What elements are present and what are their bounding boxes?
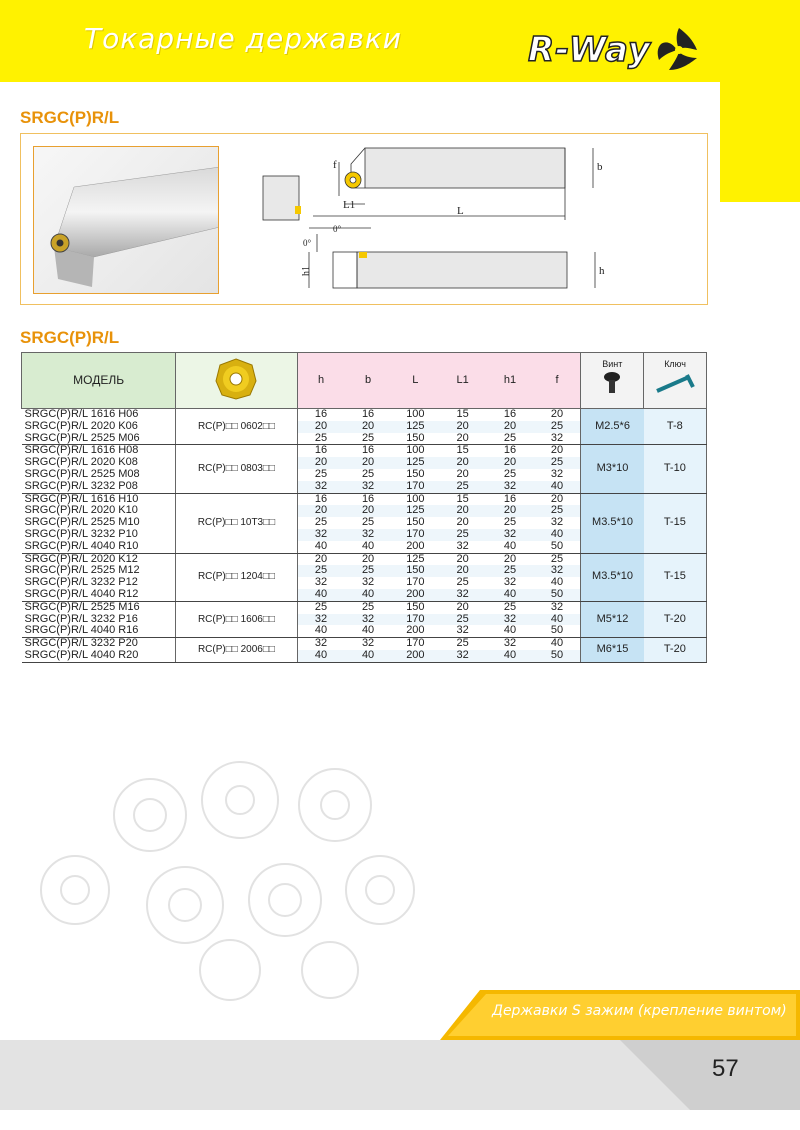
dim-f-cell: 50 (534, 625, 581, 637)
model-cell: SRGC(P)R/L 1616 H10 (24, 492, 139, 505)
dim-L-cell: 200 (392, 541, 439, 553)
dim-h-cell: 40 (297, 650, 344, 662)
dim-L1-cell: 32 (439, 650, 486, 662)
dim-f-cell: 40 (534, 529, 581, 541)
model-cell: SRGC(P)R/L 1616 H08 (24, 444, 139, 457)
model-cell: SRGC(P)R/L 2020 K12 (24, 552, 138, 565)
dim-h1-cell: 32 (486, 481, 533, 493)
dim-L-cell: 100 (392, 445, 439, 457)
dim-b-cell: 16 (344, 445, 391, 457)
model-cell: SRGC(P)R/L 3232 P08 (22, 481, 176, 493)
dim-L-cell: 150 (392, 469, 439, 481)
screw-cell: M3.5*10 (581, 553, 644, 601)
header-h1: h1 (486, 353, 533, 409)
insert-cell: RC(P)□□ 2006□□ (176, 638, 297, 663)
model-cell: SRGC(P)R/L 3232 P12 (24, 576, 138, 589)
model-cell: SRGC(P)R/L 2020 K08 (24, 456, 138, 469)
dim-h-cell: 32 (297, 529, 344, 541)
dim-L-cell: 150 (392, 433, 439, 445)
header-key-label: Ключ (664, 359, 686, 369)
dim-L1-cell: 20 (439, 457, 486, 469)
key-cell: T-20 (644, 638, 707, 663)
dim-L1-cell: 20 (439, 433, 486, 445)
dim-f-cell: 50 (534, 650, 581, 662)
dim-b-cell: 32 (344, 577, 391, 589)
header-screw-label: Винт (602, 359, 623, 369)
dim-L1-cell: 20 (439, 505, 486, 517)
dim-b-cell: 32 (344, 614, 391, 626)
dim-h-cell: 25 (297, 469, 344, 481)
label-l1: L1 (343, 199, 356, 211)
dim-h-cell: 20 (297, 505, 344, 517)
dim-f-cell: 25 (534, 421, 581, 433)
table-row (22, 409, 707, 421)
dim-h-cell: 25 (297, 433, 344, 445)
washers-background-image (0, 740, 460, 1010)
dim-L-cell: 125 (392, 421, 439, 433)
dim-L1-cell: 20 (439, 601, 486, 613)
model-cell: SRGC(P)R/L 3232 P16 (24, 612, 138, 625)
dim-L1-cell: 20 (439, 517, 486, 529)
dim-f-cell: 32 (534, 517, 581, 529)
model-cell: SRGC(P)R/L 4040 R16 (22, 625, 176, 637)
dim-h1-cell: 16 (486, 493, 533, 505)
tool-holder-icon (34, 147, 219, 294)
dim-h1-cell: 25 (486, 433, 533, 445)
dim-h-cell: 25 (297, 517, 344, 529)
dim-b-cell: 25 (344, 565, 391, 577)
dim-L-cell: 200 (392, 589, 439, 601)
header-insert (176, 353, 297, 409)
dim-f-cell: 32 (534, 601, 581, 613)
dim-h1-cell: 20 (486, 421, 533, 433)
dim-h-cell: 20 (297, 421, 344, 433)
dim-f-cell: 50 (534, 541, 581, 553)
dim-h1-cell: 32 (486, 529, 533, 541)
dim-h1-cell: 32 (486, 577, 533, 589)
dim-f-cell: 50 (534, 589, 581, 601)
model-cell: SRGC(P)R/L 4040 R10 (22, 541, 176, 553)
spec-table (21, 352, 707, 663)
insert-cell: RC(P)□□ 0803□□ (176, 445, 297, 493)
dim-b-cell: 40 (344, 650, 391, 662)
dim-h-cell: 25 (297, 565, 344, 577)
dim-f-cell: 32 (534, 565, 581, 577)
dim-f-cell: 40 (534, 614, 581, 626)
dim-b-cell: 20 (344, 457, 391, 469)
dim-h1-cell: 32 (486, 638, 533, 650)
label-b: b (597, 161, 603, 173)
dim-h-cell: 20 (297, 553, 344, 565)
label-angle-1: 0° (333, 224, 342, 234)
dim-b-cell: 40 (344, 625, 391, 637)
dim-L-cell: 170 (392, 577, 439, 589)
label-l: L (457, 205, 464, 217)
shuriken-logo-icon (653, 24, 705, 76)
dim-b-cell: 20 (344, 553, 391, 565)
header-f: f (534, 353, 581, 409)
tool-holder-photo (33, 146, 219, 294)
label-h: h (599, 265, 605, 277)
dim-b-cell: 16 (344, 493, 391, 505)
header-model: МОДЕЛЬ (22, 353, 176, 409)
model-cell: SRGC(P)R/L 2525 M16 (24, 600, 140, 613)
dim-L1-cell: 32 (439, 625, 486, 637)
dim-b-cell: 40 (344, 541, 391, 553)
dim-L-cell: 170 (392, 614, 439, 626)
dim-L-cell: 100 (392, 493, 439, 505)
dim-h1-cell: 25 (486, 601, 533, 613)
header-title: Токарные державки (84, 22, 402, 55)
dim-f-cell: 20 (534, 493, 581, 505)
dim-h-cell: 16 (297, 409, 344, 421)
dim-L-cell: 200 (392, 625, 439, 637)
header-screw (581, 353, 644, 409)
footer-caption: Державки S зажим (крепление винтом) (492, 1003, 787, 1019)
dim-L1-cell: 20 (439, 553, 486, 565)
dim-f-cell: 32 (534, 469, 581, 481)
dim-b-cell: 16 (344, 409, 391, 421)
dim-f-cell: 20 (534, 445, 581, 457)
dim-h1-cell: 16 (486, 445, 533, 457)
screw-cell: M6*15 (581, 638, 644, 663)
dim-b-cell: 25 (344, 433, 391, 445)
screw-cell: M5*12 (581, 601, 644, 637)
model-cell: SRGC(P)R/L 3232 P10 (24, 527, 138, 540)
technical-drawing (261, 140, 621, 300)
key-icon (653, 371, 697, 395)
dim-L1-cell: 20 (439, 469, 486, 481)
dim-h1-cell: 25 (486, 517, 533, 529)
yellow-side-band (720, 82, 800, 202)
dim-L1-cell: 32 (439, 589, 486, 601)
spec-table-body (22, 409, 707, 663)
screw-cell: M2.5*6 (581, 409, 644, 445)
dim-f-cell: 25 (534, 553, 581, 565)
dim-b-cell: 40 (344, 589, 391, 601)
key-cell: T-8 (644, 409, 707, 445)
header-L1: L1 (439, 353, 486, 409)
dim-h1-cell: 20 (486, 553, 533, 565)
dim-h1-cell: 40 (486, 625, 533, 637)
dim-h1-cell: 40 (486, 589, 533, 601)
dim-h-cell: 40 (297, 589, 344, 601)
dim-L-cell: 100 (392, 409, 439, 421)
dim-h1-cell: 40 (486, 541, 533, 553)
dim-h1-cell: 16 (486, 409, 533, 421)
dim-b-cell: 32 (344, 481, 391, 493)
drawing-box (20, 133, 708, 305)
dim-h-cell: 25 (297, 601, 344, 613)
dim-h-cell: 32 (297, 614, 344, 626)
insert-cell: RC(P)□□ 0602□□ (176, 409, 297, 445)
model-cell: SRGC(P)R/L 3232 P20 (24, 637, 138, 650)
model-cell: SRGC(P)R/L 1616 H06 (24, 408, 139, 420)
key-cell: T-15 (644, 553, 707, 601)
dim-b-cell: 32 (344, 529, 391, 541)
dim-b-cell: 25 (344, 469, 391, 481)
round-insert-icon (214, 357, 258, 401)
dim-h-cell: 40 (297, 541, 344, 553)
dim-h-cell: 32 (297, 638, 344, 650)
header-h: h (297, 353, 344, 409)
dim-L1-cell: 25 (439, 481, 486, 493)
dim-L1-cell: 15 (439, 445, 486, 457)
screw-icon (602, 371, 622, 395)
dim-h-cell: 20 (297, 457, 344, 469)
label-h1: h1 (301, 266, 312, 276)
section-title-drawing: SRGC(P)R/L (20, 108, 120, 127)
dim-L1-cell: 25 (439, 577, 486, 589)
model-cell: SRGC(P)R/L 4040 R20 (22, 650, 176, 662)
dim-h1-cell: 20 (486, 505, 533, 517)
dim-L-cell: 150 (392, 565, 439, 577)
dim-L1-cell: 25 (439, 614, 486, 626)
dim-f-cell: 40 (534, 638, 581, 650)
section-title-table: SRGC(P)R/L (20, 328, 120, 347)
dim-b-cell: 25 (344, 601, 391, 613)
dim-h1-cell: 25 (486, 565, 533, 577)
dim-h-cell: 32 (297, 481, 344, 493)
dim-f-cell: 32 (534, 433, 581, 445)
dim-L-cell: 150 (392, 601, 439, 613)
dim-h1-cell: 32 (486, 614, 533, 626)
page-number: 57 (712, 1055, 739, 1082)
dim-b-cell: 20 (344, 421, 391, 433)
dim-L-cell: 125 (392, 457, 439, 469)
model-cell: SRGC(P)R/L 2020 K06 (24, 419, 138, 432)
dim-L1-cell: 20 (439, 421, 486, 433)
dim-L1-cell: 15 (439, 409, 486, 421)
key-cell: T-15 (644, 493, 707, 553)
dim-L-cell: 200 (392, 650, 439, 662)
dim-L-cell: 170 (392, 481, 439, 493)
page-number-tab (620, 1040, 800, 1110)
dim-h1-cell: 40 (486, 650, 533, 662)
header-L: L (392, 353, 439, 409)
dim-h-cell: 16 (297, 493, 344, 505)
dim-L-cell: 125 (392, 505, 439, 517)
model-cell: SRGC(P)R/L 2020 K10 (24, 504, 138, 517)
dim-b-cell: 20 (344, 505, 391, 517)
model-cell: SRGC(P)R/L 2525 M06 (22, 433, 176, 445)
dim-L1-cell: 32 (439, 541, 486, 553)
dim-L-cell: 125 (392, 553, 439, 565)
label-angle-2: 0° (303, 238, 312, 248)
dim-L1-cell: 20 (439, 565, 486, 577)
dim-f-cell: 25 (534, 457, 581, 469)
brand-name: R-Way (528, 30, 652, 70)
dim-f-cell: 20 (534, 409, 581, 421)
dim-h-cell: 32 (297, 577, 344, 589)
dim-f-cell: 40 (534, 577, 581, 589)
dim-h1-cell: 20 (486, 457, 533, 469)
header-b: b (344, 353, 391, 409)
dim-L1-cell: 15 (439, 493, 486, 505)
key-cell: T-10 (644, 445, 707, 493)
model-cell: SRGC(P)R/L 2525 M08 (24, 467, 140, 480)
dim-L-cell: 150 (392, 517, 439, 529)
dim-h1-cell: 25 (486, 469, 533, 481)
dim-L-cell: 170 (392, 638, 439, 650)
screw-cell: M3.5*10 (581, 493, 644, 553)
screw-cell: M3*10 (581, 445, 644, 493)
dim-L-cell: 170 (392, 529, 439, 541)
insert-cell: RC(P)□□ 1606□□ (176, 601, 297, 637)
dim-b-cell: 32 (344, 638, 391, 650)
insert-cell: RC(P)□□ 1204□□ (176, 553, 297, 601)
brand-logo (528, 24, 705, 76)
dim-L1-cell: 25 (439, 529, 486, 541)
label-f: f (333, 159, 337, 171)
key-cell: T-20 (644, 601, 707, 637)
dim-f-cell: 40 (534, 481, 581, 493)
dim-f-cell: 25 (534, 505, 581, 517)
dim-h-cell: 16 (297, 445, 344, 457)
model-cell: SRGC(P)R/L 2525 M10 (24, 516, 140, 529)
insert-cell: RC(P)□□ 10T3□□ (176, 493, 297, 553)
model-cell: SRGC(P)R/L 2525 M12 (24, 564, 140, 577)
model-cell: SRGC(P)R/L 4040 R12 (22, 589, 176, 601)
header-key (644, 353, 707, 409)
dim-h-cell: 40 (297, 625, 344, 637)
table-row (22, 601, 707, 613)
dim-L1-cell: 25 (439, 638, 486, 650)
dim-b-cell: 25 (344, 517, 391, 529)
